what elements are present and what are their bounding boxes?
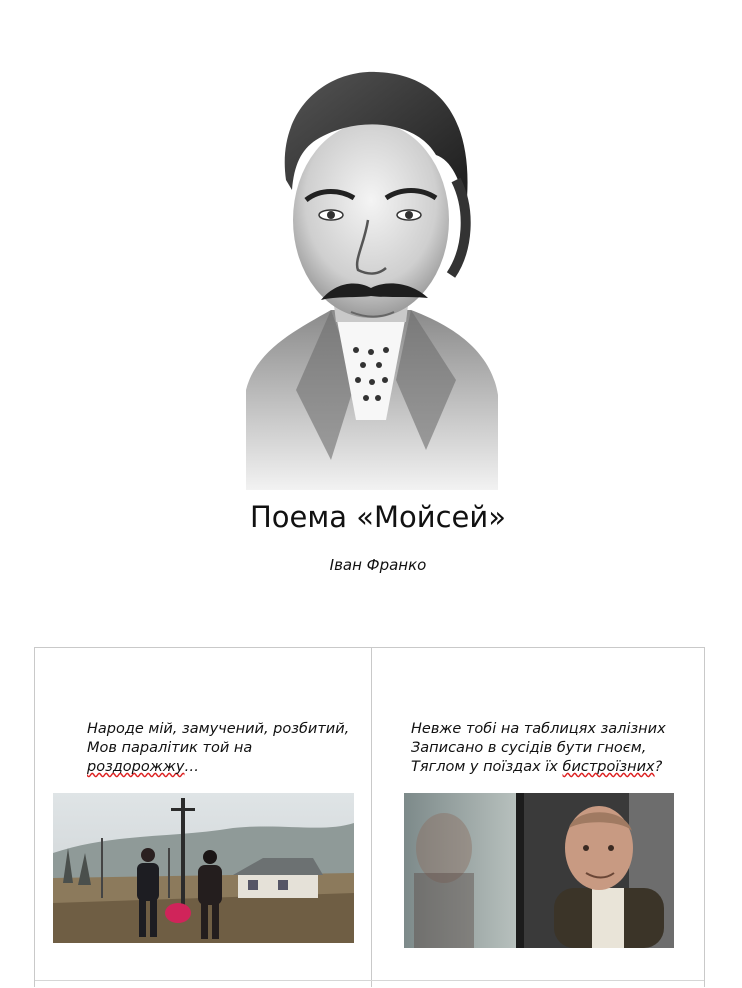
couple-walking-village-photo: [53, 793, 354, 943]
spellcheck-underlined-word: бистроїзних: [562, 759, 655, 775]
quote-right-line-1: Невже тобі на таблицях залізних: [411, 721, 666, 737]
quote-right-line-3-head: Тяглом у поїздах їх: [411, 759, 563, 775]
quote-left-line-2: Мов паралітик той на: [87, 740, 253, 756]
spellcheck-underlined-word: роздорожжу: [87, 759, 185, 775]
quote-left-line-3: [87, 758, 349, 777]
quote-left: [87, 720, 349, 777]
man-by-train-window-photo: [404, 793, 674, 948]
quote-grid: [34, 647, 705, 987]
column-divider: [371, 648, 372, 987]
quote-right-line-3: [411, 758, 666, 777]
quote-right: [411, 720, 666, 777]
document-title: Поема «Мойсей»: [250, 500, 506, 534]
quote-right-question-mark: ?: [654, 759, 663, 775]
quote-left-ellipsis: …: [184, 759, 199, 775]
author-portrait: [236, 60, 506, 490]
document-author: Іван Франко: [329, 556, 427, 574]
table-bottom-border: [35, 980, 704, 981]
quote-left-line-1: Народе мій, замучений, розбитий,: [87, 721, 350, 737]
quote-right-line-2: Записано в сусідів бути гноєм,: [411, 740, 647, 756]
